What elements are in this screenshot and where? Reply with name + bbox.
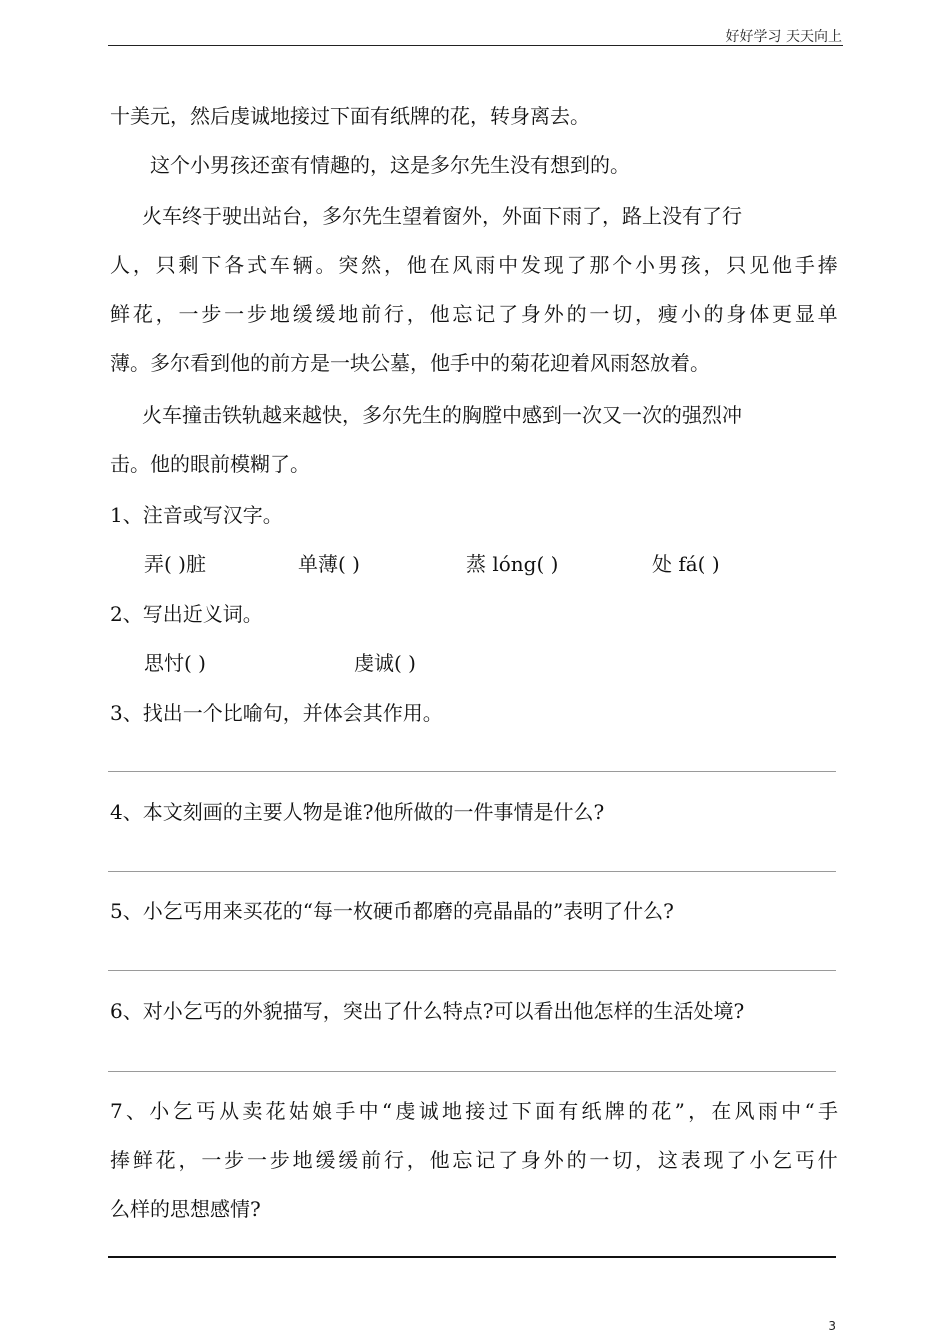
question-5-prompt: 5、小乞丐用来买花的“每一枚硬币都磨的亮晶晶的”表明了什么? [110,899,674,923]
answer-line-q4[interactable] [108,871,836,872]
passage-line: 薄。多尔看到他的前方是一块公墓，他手中的菊花迎着风雨怒放着。 [110,351,710,375]
answer-line-q5[interactable] [108,970,836,971]
question-7-line: 么样的思想感情? [110,1197,261,1221]
passage-line: 这个小男孩还蛮有情趣的，这是多尔先生没有想到的。 [150,153,630,177]
q1-item-zhenglong: 蒸 lóng( ) [466,552,559,576]
answer-line-q7[interactable] [108,1256,836,1258]
page-number: 3 [828,1319,836,1333]
answer-line-q6[interactable] [108,1071,836,1072]
question-7-line: 捧 鲜 花 ， 一 步 一 步 地 缓 缓 前 行 ， 他 忘 记 了 身 外 的 一 切 ， 这 表 现 了 小 乞 丐 什 [110,1148,838,1172]
q2-item-qiancheng: 虔诚( ) [354,651,416,675]
header-rule [108,45,843,46]
question-3-prompt: 3、找出一个比喻句，并体会其作用。 [110,701,443,725]
q2-item-sicun: 思忖( ) [144,651,206,675]
passage-line: 火车撞击铁轨越来越快，多尔先生的胸膛中感到一次又一次的强烈冲 [142,403,742,427]
answer-line-q3[interactable] [108,771,836,772]
q1-item-danbao: 单薄( ) [298,552,360,576]
q1-item-nong: 弄( )脏 [144,552,206,576]
passage-line: 火车终于驶出站台，多尔先生望着窗外，外面下雨了，路上没有了行 [142,204,742,228]
q1-item-chufa: 处 fá( ) [652,552,720,576]
header-motto: 好好学习 天天向上 [725,29,842,45]
passage-line: 十美元，然后虔诚地接过下面有纸牌的花，转身离去。 [110,104,590,128]
passage-line: 鲜 花 ， 一 步 一 步 地 缓 缓 地 前 行 ， 他 忘 记 了 身 外 的 一 切 ， 瘦 小 的 身 体 更 显 单 [110,302,838,326]
question-6-prompt: 6、对小乞丐的外貌描写，突出了什么特点?可以看出他怎样的生活处境? [110,999,745,1023]
question-1-prompt: 1、注音或写汉字。 [110,503,283,527]
passage-line: 人 ， 只 剩 下 各 式 车 辆 。 突 然 ， 他 在 风 雨 中 发 现 了 那 个 小 男 孩 ， 只 见 他 手 捧 [110,253,838,277]
question-4-prompt: 4、本文刻画的主要人物是谁?他所做的一件事情是什么? [110,800,605,824]
passage-line: 击。他的眼前模糊了。 [110,452,310,476]
question-7-line: 7 、 小 乞 丐 从 卖 花 姑 娘 手 中 “ 虔 诚 地 接 过 下 面 有 纸 牌 的 花 ” ， 在 风 雨 中 “ 手 [110,1099,838,1123]
question-2-prompt: 2、写出近义词。 [110,602,263,626]
